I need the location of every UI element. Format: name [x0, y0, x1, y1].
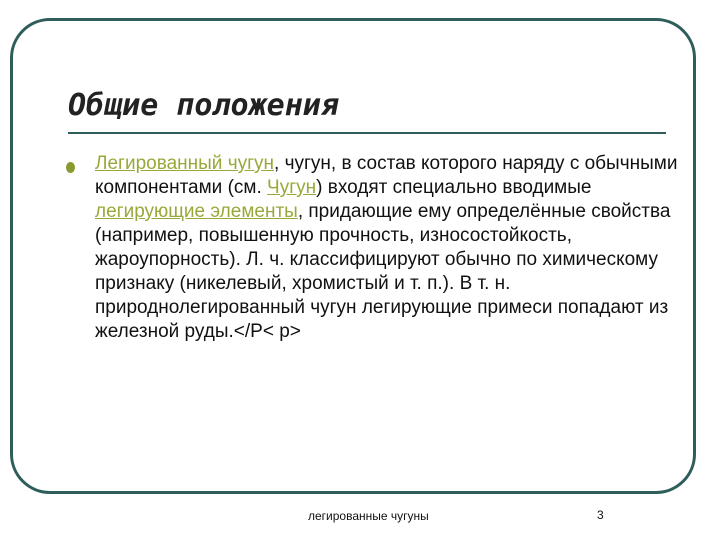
slide-footer: легированные чугуны	[308, 509, 429, 523]
link-alloyed-cast-iron[interactable]: Легированный чугун	[95, 153, 275, 174]
slide-title: Общие положения	[68, 88, 339, 123]
paragraph-text-2: ) входят специально вводимые	[316, 177, 592, 198]
round-bullet-icon	[66, 162, 75, 173]
paragraph-text-1: , чугун, в состав которого наряду с обычными компонентами (см.	[95, 153, 678, 198]
title-divider	[68, 132, 666, 134]
paragraph-text-3: , придающие ему определённые свойства (например, повышенную прочность, износостойкость, жароупорность). Л. ч. классифицируют обычно по химическому признаку (никелевый, хромистый и т. п.). В т. н. природнолегированный чугун легирующие примеси попадают из железной руды.</P< p>	[95, 201, 671, 342]
link-cast-iron[interactable]: Чугун	[267, 177, 317, 198]
bullet-paragraph	[95, 152, 680, 344]
page-number: 3	[597, 508, 604, 522]
link-alloying-elements[interactable]: легирующие элементы	[95, 201, 298, 222]
